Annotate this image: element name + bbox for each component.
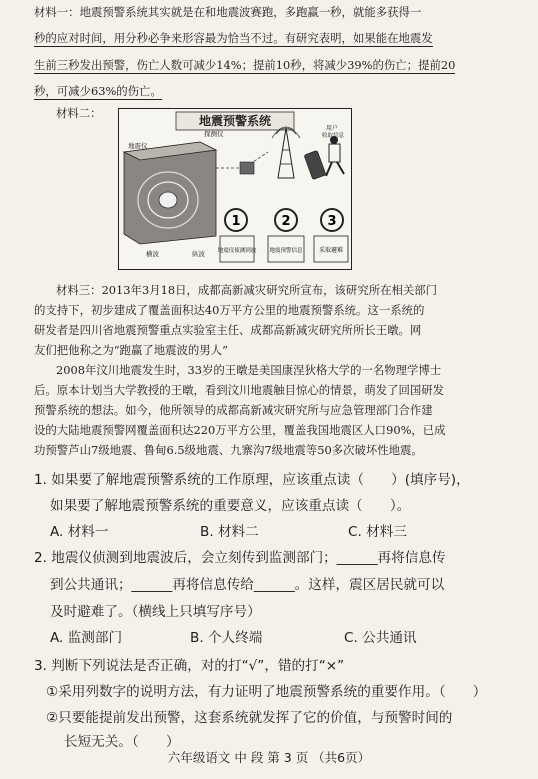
wave-s-label: 纵波 [192,250,205,258]
receive-label: 收取信息 [322,133,345,139]
step3-number: 3 [327,214,337,229]
material1-line4 [34,83,512,100]
question3-line1: 3. 判断下列说法是否正确，对的打“√”，错的打“×” [34,658,345,674]
material3-p1-line1: 材料三：2013年3月18日，成都高新减灾研究所宣布，该研究所在相关部门 [56,283,438,297]
material3-p2-line5: 功预警芦山7级地震、鲁甸6.5级地震、九寨沟7级地震等50多次破坏性地震。 [34,443,423,457]
question1-option-b: B. 材料二 [200,524,259,540]
earthquake-warning-figure [118,108,352,270]
step3-box-text: 采取避难 [318,247,344,254]
material3-p1-line3: 研发者是四川省地震预警重点实验室主任、成都高新减灾研究所所长王暾。网 [34,323,422,337]
material3-p2-line2: 后。原本计划当大学教授的王暾，看到汶川地震触目惊心的情景，萌发了回国研发 [34,383,445,397]
material3-p2-line4: 设的大陆地震预警网覆盖面积达220万平方公里，覆盖我国地震区人口90%，已成 [34,423,446,437]
material3-p1-line2: 的支持下，初步建成了覆盖面积达40万平方公里的地震预警系统。这一系统的 [34,303,425,317]
question3-item2-line2: 长短无关。（ ） [64,734,180,750]
question2-option-c: C. 公共通讯 [344,630,417,646]
wave-p-label: 横波 [146,250,159,258]
material3-p2-line1: 2008年汶川地震发生时，33岁的王暾是美国康涅狄格大学的一名物理学博士 [56,363,442,377]
material1-line3-text: 生前三秒发出预警，伤亡人数可减少14%；提前10秒，将减少39%的伤亡；提前20 [34,58,456,72]
material3-p2-line3: 预警系统的想法。如今，他所领导的成都高新减灾研究所与应急管理部门合作建 [34,403,433,417]
step2-box-text: 地震预警信息 [269,248,303,254]
question2-line1: 2. 地震仪侦测到地震波后，会立刻传到监测部门；______再将信息传 [34,550,446,566]
figure-title: 地震预警系统 [198,114,272,128]
question3-item2-line1: ②只要能提前发出预警，这套系统就发挥了它的价值，与预警时间的 [46,710,453,726]
users-label: 用户 [326,125,339,132]
step1-box-text: 地震仪侦测到波 [217,248,257,254]
question1-line1: 1. 如果要了解地震预警系统的工作原理，应该重点读（ ）(填序号)， [34,472,470,488]
material1-line2-text: 秒的应对时间，用分秒必争来形容最为恰当不过。有研究表明，如果能在地震发 [34,31,433,45]
question2-option-b: B. 个人终端 [190,630,263,646]
material2-label: 材料二： [56,106,102,120]
detector-label: 探测仪 [204,130,224,138]
seismometer-label: 地震仪 [128,142,148,150]
material1-line1: 材料一：地震预警系统其实就是在和地震波赛跑，多跑赢一秒，就能多获得一 [34,5,422,19]
warning-system-diagram [118,108,352,270]
question1-option-a: A. 材料一 [50,524,109,540]
monitor-icon [240,162,254,174]
step2-number: 2 [281,214,291,229]
page-footer: 六年级语文 中 段 第 3 页 （共6页） [167,750,371,765]
material1-line4-text: 秒，可减少63%的伤亡。 [34,84,162,98]
material3-p1-line4: 友们把他称之为“跑赢了地震波的男人” [34,343,228,357]
question1-option-c: C. 材料三 [348,524,407,540]
step1-number: 1 [231,214,241,229]
question3-item1: ①采用列数字的说明方法，有力证明了地震预警系统的重要作用。（ ） [46,684,487,700]
question1-line2: 如果要了解地震预警系统的重要意义，应该重点读（ ）。 [50,498,411,514]
question2-line2: 到公共通讯；______再将信息传给______。这样，震区居民就可以 [50,577,445,593]
question2-line3: 及时避难了。（横线上只填写序号） [50,604,261,620]
material1-line2 [34,30,512,47]
material1-line3 [34,57,512,74]
question2-option-a: A. 监测部门 [50,630,123,646]
